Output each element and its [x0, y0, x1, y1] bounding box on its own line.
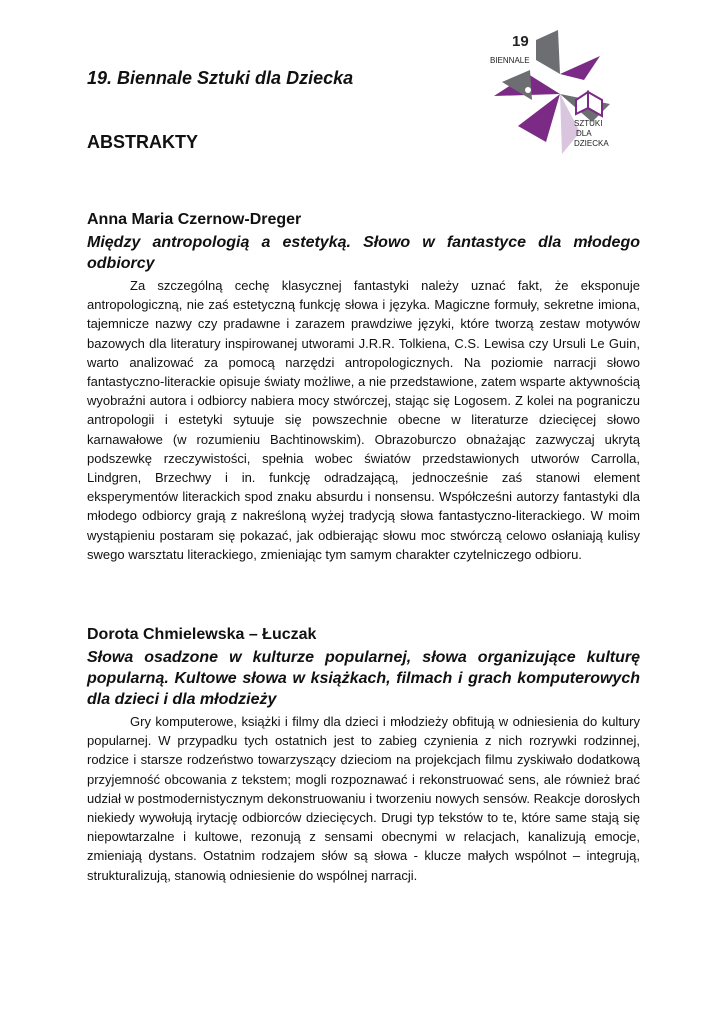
article-title: Słowa osadzone w kulturze popularnej, słowa organizujące kulturę popularną. Kultowe słowa w książkach, filmach i grach komputerowych dla dzieci i dla młodzieży: [87, 649, 640, 708]
section-title: ABSTRAKTY: [87, 132, 198, 152]
abstract-article: [87, 210, 640, 564]
logo-number: 19: [512, 33, 529, 50]
article-body: Gry komputerowe, książki i filmy dla dzieci i młodzieży obfitują w odniesienia do kultury popularnej. W przypadku tych ostatnich jest to zabieg czynienia z nich rozrywki rodzinnej, rodzice i starsze rodzeństwo towarzyszący dzieciom na projekcjach filmu zyskiwało dodatkową przyjemność obcowania z tekstem; mogli rozpoznawać i rekonstruować sens, ale również brać udział w postmodernistycznym dekonstruowaniu i tworzeniu nowych sensów. Reakcje dorosłych niekiedy wywołują irytację odbiorców dziecięcych. Drugi typ tekstów to te, które same stają się niepowtarzalne i kultowe, rezonują z sensami obecnymi w relacjach, kanalizują emocje, zmieniają dystans. Ostatnim rodzajem słów są słowa - klucze małych wspólnot – integrują, strukturalizują, stanowią odniesienie do wspólnej narracji.: [87, 714, 640, 883]
article-body: Za szczególną cechę klasycznej fantastyki należy uznać fakt, że eksponuje antropologiczną, nie zaś estetyczną funkcję słowa i języka. Magiczne formuły, sekretne imiona, tajemnicze nazwy czy pradawne i zarazem prawdziwe języki, które tworzą zestaw motywów bazowych dla literatury inspirowanej utworami J.R.R. Tolkiena, C.S. Lewisa czy Ursuli Le Guin, warto analizować za pomocą narzędzi antropologicznych. Na poziomie narracji słowo fantastyczno-literackie opisuje światy możliwe, a nie przedstawione, zatem wsparte aktywnością wyobraźni autora i odbiorcy nabiera mocy stwórczej, stając się Logosem. Z kolei na pograniczu antropologii i estetyki sytuuje się powszechnie obecne w literaturze dziecięcej słowo karnawałowe (w rozumieniu Bachtinowskim). Obrazoburczo obnażając zazwyczaj ukrytą podszewkę rzeczywistości, spełnia wobec światów przedstawionych utworów Carrolla, Lindgren, Brzechwy i in. funkcję odradzającą, jednocześnie zaś stanowi element eksperymentów literackich spod znaku absurdu i nonsensu. Współcześni autorzy fantastyki dla młodego odbiorcy grają z nakreśloną wyżej tradycją słowa fantastyczno-literackiego. W moim wystąpieniu postaram się pokazać, jak odbierając słowu moc stwórczą celowo osłaniają kulisy swego warsztatu literackiego, zmieniając tym samym charakter czytelniczego odbioru.: [87, 278, 640, 562]
biennale-logo: [488, 30, 628, 158]
logo-biennale-label: BIENNALE: [490, 56, 530, 65]
event-title: 19. Biennale Sztuki dla Dziecka: [87, 68, 354, 88]
article-author: Dorota Chmielewska – Łuczak: [87, 626, 317, 643]
logo-blade-top-right: [560, 56, 600, 80]
logo-dziecka-label: DZIECKA: [574, 139, 609, 148]
abstract-article: [87, 625, 640, 885]
logo-blade-bottom-left: [518, 94, 560, 142]
article-author: Anna Maria Czernow-Dreger: [87, 211, 302, 228]
article-title: Między antropologią a estetyką. Słowo w fantastyce dla młodego odbiorcy: [87, 234, 640, 272]
logo-blade-top: [536, 30, 560, 74]
logo-sztuki-label: SZTUKI: [574, 119, 603, 128]
logo-dla-label: DLA: [576, 129, 592, 138]
logo-dot: [525, 87, 531, 93]
